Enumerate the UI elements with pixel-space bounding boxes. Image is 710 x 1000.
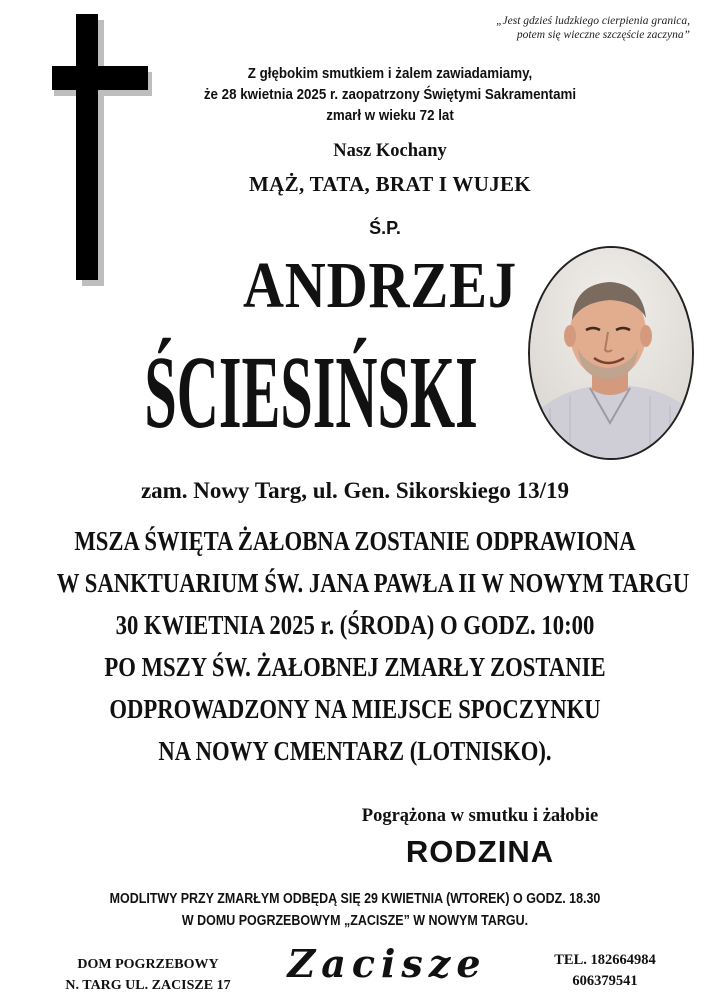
funeral-home-phone-2: 606379541 [572,973,638,989]
funeral-details [0,520,710,772]
quote-line-1: „Jest gdzieś ludzkiego cierpienia granica, [496,15,690,27]
intro-line-3: zmarł w wieku 72 lat [326,108,454,124]
intro-line-2: że 28 kwietnia 2025 r. zaopatrzony Świętymi Sakramentami [203,87,577,103]
cross-icon [52,14,152,286]
funeral-home-phones [520,950,690,992]
family-signature: RODZINA [405,834,555,869]
residence-address: zam. Nowy Targ, ul. Gen. Sikorskiego 13/19 [140,478,570,503]
portrait-photo [528,246,694,460]
funeral-home-logo: Zacisze [287,941,487,986]
mourning-line: Pogrążona w smutku i żałobie [361,806,599,826]
funeral-home-info [38,954,258,996]
funeral-home-phone-1: TEL. 182664984 [554,952,656,968]
funeral-home-address: N. TARG UL. ZACISZE 17 [65,978,231,993]
sp-abbreviation: Ś.P. [369,218,401,238]
intro-line-1: Z głębokim smutkiem i żalem zawiadamiamy, [247,66,533,82]
funeral-line-1: MSZA ŚWIĘTA ŻAŁOBNA ZOSTANIE ODPRAWIONA [74,526,636,556]
funeral-line-2: W SANKTUARIUM ŚW. JANA PAWŁA II W NOWYM TARGU [56,568,690,598]
announcement-intro [192,64,588,127]
deceased-last-name: ŚCIESIŃSKI [144,335,478,450]
funeral-line-5: ODPROWADZONY NA MIEJSCE SPOCZYNKU [109,694,601,724]
epitaph-quote [430,14,690,42]
funeral-line-4: PO MSZY ŚW. ŻAŁOBNEJ ZMARŁY ZOSTANIE [104,652,606,682]
deceased-first-name: ANDRZEJ [242,249,518,322]
prayers-notice [0,888,710,932]
nasz-kochany: Nasz Kochany [333,141,447,161]
family-relation: MĄŻ, TATA, BRAT I WUJEK [249,172,531,196]
funeral-line-3: 30 KWIETNIA 2025 r. (ŚRODA) O GODZ. 10:00 [115,610,595,640]
prayers-line-1: MODLITWY PRZY ZMARŁYM ODBĘDĄ SIĘ 29 KWIETNIA (WTOREK) O GODZ. 18.30 [109,891,601,907]
prayers-line-2: W DOMU POGRZEBOWYM „ZACISZE” W NOWYM TARGU. [181,913,529,929]
portrait-illustration [530,248,692,458]
funeral-home-name: DOM POGRZEBOWY [77,957,219,972]
quote-line-2: potem się wieczne szczęście zaczyna” [516,29,690,41]
funeral-line-6: NA NOWY CMENTARZ (LOTNISKO). [158,736,552,766]
